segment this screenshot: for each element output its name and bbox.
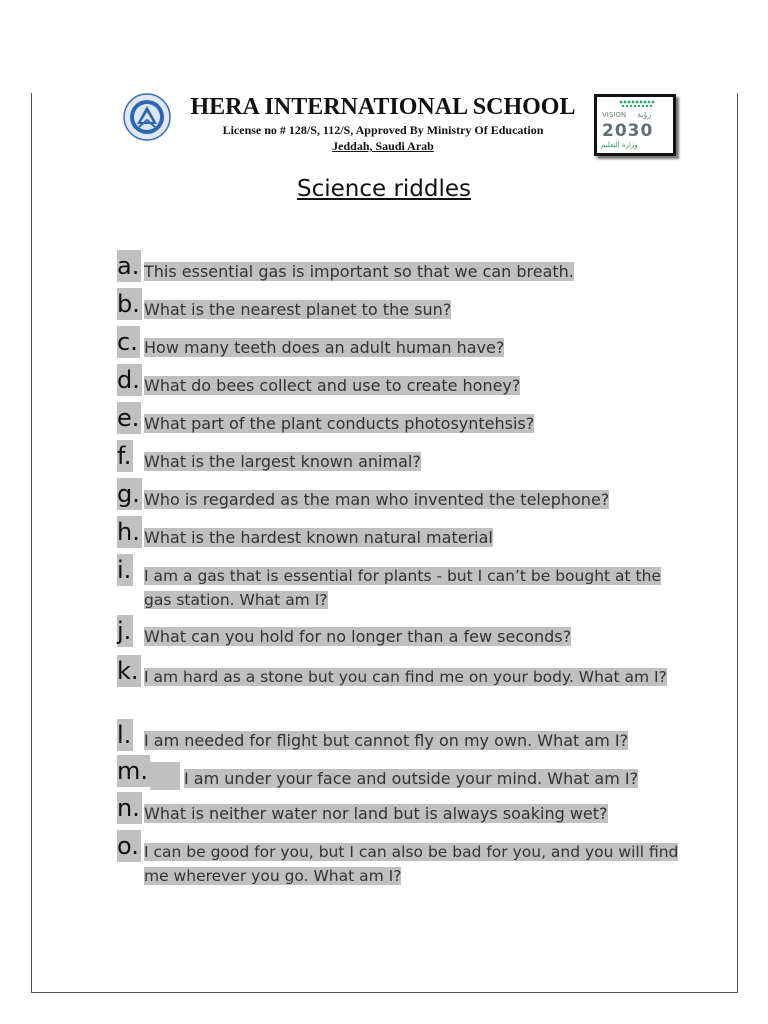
riddle-text bbox=[150, 762, 690, 791]
page-title: Science riddles bbox=[296, 176, 472, 202]
list-marker: b. bbox=[117, 290, 140, 318]
license-line: License no # 128/S, 112/S, Approved By Ministry Of Education bbox=[222, 123, 544, 137]
riddle-text-content: I can be good for you, but I can also be bad for you, and you will find me wherever you go. What am I? bbox=[144, 843, 679, 885]
page-border-left bbox=[31, 93, 32, 993]
riddle-text bbox=[144, 625, 684, 649]
riddle-text-content: What is the largest known animal? bbox=[144, 452, 421, 471]
riddle-text bbox=[144, 412, 684, 436]
riddle-text-content: This essential gas is important so that we can breath. bbox=[144, 262, 574, 281]
list-marker: j. bbox=[117, 617, 132, 645]
school-location: Jeddah, Saudi Arab bbox=[332, 139, 434, 153]
list-marker: l. bbox=[117, 721, 132, 749]
list-marker: g. bbox=[117, 480, 140, 508]
riddle-text-content: Who is regarded as the man who invented the telephone? bbox=[144, 490, 610, 509]
riddle-text-content: What is the hardest known natural material bbox=[144, 528, 493, 547]
riddle-text-content: I am under your face and outside your mind. What am I? bbox=[184, 769, 639, 788]
riddle-text-content: How many teeth does an adult human have? bbox=[144, 338, 505, 357]
riddle-text-content: What can you hold for no longer than a few seconds? bbox=[144, 627, 572, 646]
riddle-text bbox=[144, 374, 684, 398]
school-seal-icon bbox=[123, 93, 171, 141]
vision-2030-logo bbox=[594, 94, 676, 156]
ministry-label: وزارة التعليم bbox=[601, 141, 638, 149]
vision-dots-icon bbox=[617, 98, 667, 110]
list-marker: f. bbox=[117, 442, 132, 470]
riddle-text bbox=[144, 729, 684, 753]
letterhead bbox=[0, 90, 768, 160]
list-marker: i. bbox=[117, 556, 132, 584]
riddle-text bbox=[144, 336, 684, 360]
list-marker: d. bbox=[117, 366, 140, 394]
riddle-text bbox=[144, 564, 684, 612]
riddle-text bbox=[144, 840, 684, 888]
highlight-gap bbox=[150, 762, 180, 790]
list-marker: c. bbox=[117, 328, 138, 356]
riddle-text-content: What is the nearest planet to the sun? bbox=[144, 300, 452, 319]
list-marker: k. bbox=[117, 657, 139, 685]
riddle-text-content: What part of the plant conducts photosyntehsis? bbox=[144, 414, 535, 433]
riddle-text bbox=[144, 298, 684, 322]
list-marker: h. bbox=[117, 518, 140, 546]
list-marker: n. bbox=[117, 794, 140, 822]
school-name: HERA INTERNATIONAL SCHOOL bbox=[190, 94, 576, 120]
riddle-text bbox=[144, 526, 684, 550]
riddle-text bbox=[144, 260, 684, 284]
list-marker: o. bbox=[117, 832, 139, 860]
vision-label: VISION bbox=[602, 111, 627, 119]
riddle-text-content: I am hard as a stone but you can find me on your body. What am I? bbox=[144, 668, 667, 686]
page-border-bottom bbox=[31, 992, 738, 993]
riddle-text bbox=[144, 665, 684, 689]
list-marker: a. bbox=[117, 252, 140, 280]
riddle-text bbox=[144, 488, 684, 512]
riddle-text-content: I am needed for flight but cannot fly on my own. What am I? bbox=[144, 731, 629, 750]
vision-year: 2030 bbox=[602, 121, 654, 141]
list-marker: m. bbox=[117, 757, 149, 785]
riddle-text bbox=[144, 802, 684, 826]
riddle-text-content: I am a gas that is essential for plants - but I can’t be bought at the gas station. What am I? bbox=[144, 567, 661, 609]
riddle-text-content: What do bees collect and use to create honey? bbox=[144, 376, 521, 395]
riddle-text bbox=[144, 450, 684, 474]
page-border-right bbox=[737, 93, 738, 993]
vision-arabic: رؤية bbox=[637, 110, 652, 119]
list-marker: e. bbox=[117, 404, 140, 432]
riddle-text-content: What is neither water nor land but is always soaking wet? bbox=[144, 804, 608, 823]
